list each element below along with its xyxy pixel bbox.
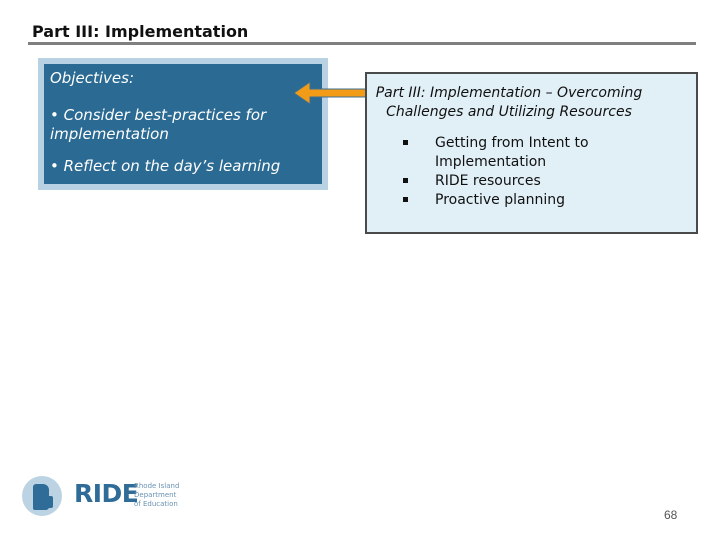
agenda-list	[403, 134, 643, 210]
list-item-label: Getting from Intent to Implementation	[435, 135, 589, 170]
objective-item: • Consider best-practices for implementation	[50, 105, 267, 143]
square-bullet-icon	[403, 140, 408, 145]
list-item	[403, 172, 643, 191]
list-item-label: RIDE resources	[435, 172, 541, 189]
logo-wordmark: RIDE	[74, 479, 139, 508]
agenda-heading: Part III: Implementation – Overcoming Challenges and Utilizing Resources	[375, 85, 643, 120]
objectives-panel-inner	[44, 64, 322, 184]
page-number: 68	[664, 508, 678, 522]
left-arrow-icon	[294, 80, 366, 106]
ride-logo	[22, 474, 182, 518]
objective-item: • Reflect on the day’s learning	[50, 157, 281, 176]
square-bullet-icon	[403, 197, 408, 202]
agenda-panel	[365, 72, 698, 234]
list-item	[403, 134, 643, 172]
objectives-panel	[38, 58, 328, 190]
square-bullet-icon	[403, 178, 408, 183]
objectives-heading: Objectives:	[50, 69, 134, 87]
rhode-island-map-icon	[22, 476, 62, 516]
list-item	[403, 191, 643, 210]
title-divider	[28, 42, 696, 45]
logo-subtitle: Rhode Island Department of Education	[134, 482, 180, 508]
slide-title: Part III: Implementation	[32, 22, 249, 41]
list-item-label: Proactive planning	[435, 191, 565, 208]
